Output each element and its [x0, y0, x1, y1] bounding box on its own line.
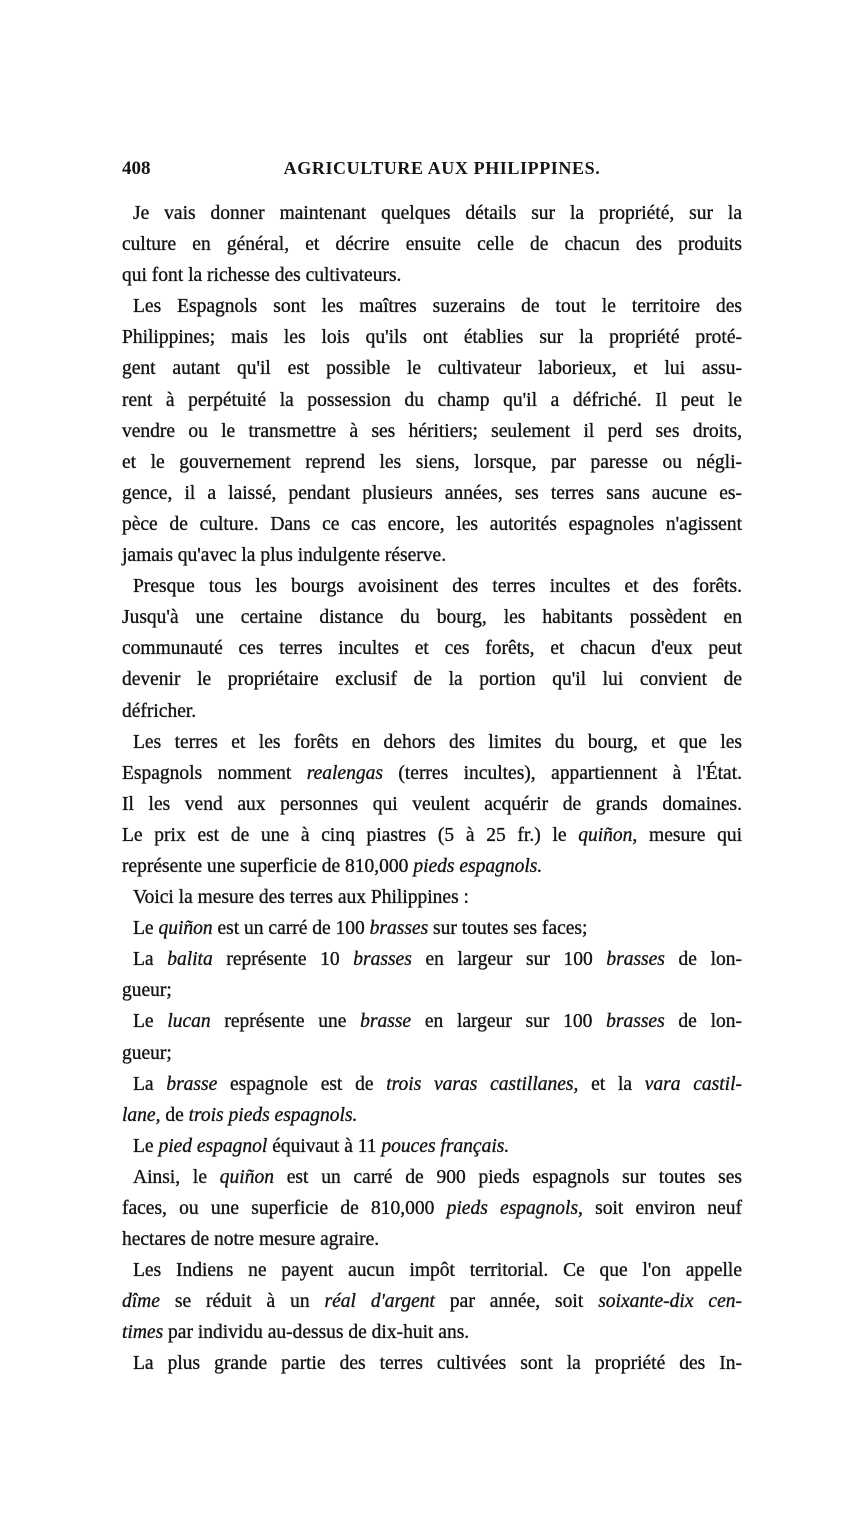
text-run: Ainsi, le [133, 1166, 220, 1188]
text-run: mesure qui [637, 824, 743, 846]
text-line [122, 758, 742, 789]
text-line [122, 1255, 742, 1286]
page-body-text [122, 198, 742, 1380]
text-run: et la [578, 1073, 645, 1095]
text-run: est un carré de 900 pieds espagnols sur toutes ses [273, 1166, 742, 1188]
text-run: communauté ces terres incultes et ces forêts, et chacun d'eux peut [122, 638, 742, 660]
text-run: est un carré de 100 [212, 918, 370, 940]
text-run: hectares de notre mesure agraire. [122, 1229, 380, 1251]
page-number: 408 [122, 158, 151, 179]
text-line [122, 1006, 742, 1037]
italic-text: lucan [167, 1011, 211, 1033]
text-run: qui font la richesse des cultivateurs. [122, 265, 402, 287]
text-run: La [133, 1073, 167, 1095]
italic-text: lane, [122, 1104, 161, 1126]
text-run: Le prix est de une à cinq piastres (5 à 25 fr.) le [122, 824, 579, 846]
text-line [122, 1193, 742, 1224]
text-run: se réduit à un [159, 1291, 325, 1313]
text-line [122, 509, 742, 540]
text-run: de lon- [664, 1011, 742, 1033]
italic-text: times [122, 1322, 164, 1344]
text-run: Jusqu'à une certaine distance du bourg, les habitants possèdent en [122, 607, 742, 629]
text-run: gent autant qu'il est possible le cultivateur laborieux, et lui assu- [122, 358, 742, 380]
text-line [122, 1038, 742, 1069]
text-line [122, 447, 742, 478]
text-run: sur toutes ses faces; [428, 918, 588, 940]
running-header [122, 158, 742, 184]
text-line [122, 820, 742, 851]
text-run: pèce de culture. Dans ce cas encore, les autorités espagnoles n'agissent [122, 513, 742, 535]
text-run: gueur; [122, 1042, 172, 1064]
text-run: La plus grande partie des terres cultivées sont la propriété des In- [133, 1353, 742, 1375]
italic-text: pied espagnol [158, 1135, 268, 1157]
text-line [122, 696, 742, 727]
text-run: par année, soit [434, 1291, 599, 1313]
text-line [122, 1317, 742, 1348]
italic-text: soixante-dix cen- [598, 1291, 742, 1313]
text-run: Le [133, 1011, 168, 1033]
text-run: culture en général, et décrire ensuite celle de chacun des produits [122, 234, 742, 256]
text-line [122, 1224, 742, 1255]
italic-text: brasses [606, 1011, 665, 1033]
italic-text: realengas [306, 762, 383, 784]
text-run: Presque tous les bourgs avoisinent des terres incultes et des forêts. [133, 576, 742, 598]
text-run: représente une superficie de 810,000 [122, 855, 414, 877]
italic-text: trois varas castillanes, [386, 1073, 579, 1095]
text-run: Les terres et les forêts en dehors des limites du bourg, et que les [133, 731, 742, 753]
text-run: représente une [210, 1011, 361, 1033]
italic-text: brasses [369, 918, 429, 940]
text-line [122, 229, 742, 260]
text-line [122, 851, 742, 882]
italic-text: quiñon, [578, 824, 638, 846]
italic-text: brasse [166, 1073, 218, 1095]
text-run: Je vais donner maintenant quelques détails sur la propriété, sur la [133, 203, 742, 224]
text-line [122, 416, 742, 447]
text-line [122, 1348, 742, 1379]
text-line [122, 1131, 742, 1162]
italic-text: pouces français. [381, 1135, 510, 1157]
text-run: Voici la mesure des terres aux Philippines : [133, 887, 469, 909]
text-line [122, 353, 742, 384]
italic-text: dîme [122, 1291, 160, 1313]
text-line [122, 602, 742, 633]
text-line [122, 1286, 742, 1317]
text-line [122, 975, 742, 1006]
italic-text: vara castil- [644, 1073, 742, 1095]
text-run: Espagnols nomment [122, 762, 307, 784]
text-run: jamais qu'avec la plus indulgente réserve. [122, 545, 447, 567]
text-run: gence, il a laissé, pendant plusieurs années, ses terres sans aucune es- [122, 482, 742, 504]
text-run: Les Indiens ne payent aucun impôt territorial. Ce que l'on appelle [133, 1260, 742, 1282]
text-run: Il les vend aux personnes qui veulent acquérir de grands domaines. [122, 793, 742, 815]
text-run: par individu au-dessus de dix-huit ans. [163, 1322, 470, 1344]
text-run: soit environ neuf [582, 1198, 743, 1219]
text-run: Les Espagnols sont les maîtres suzerains de tout le territoire des [133, 296, 742, 318]
text-run: représente 10 [212, 949, 354, 971]
italic-text: trois pieds espagnols. [188, 1104, 358, 1126]
italic-text: réal d'argent [324, 1291, 435, 1313]
italic-text: quiñon [158, 918, 213, 940]
text-line [122, 1069, 742, 1100]
text-run: Philippines; mais les lois qu'ils ont établies sur la propriété proté- [122, 327, 742, 349]
text-run: en largeur sur 100 [411, 1011, 607, 1033]
text-run: de lon- [664, 949, 742, 971]
italic-text: quiñon [219, 1166, 274, 1188]
text-run: gueur; [122, 980, 172, 1002]
text-run: faces, ou une superficie de 810,000 [122, 1198, 447, 1219]
text-line [122, 664, 742, 695]
text-line [122, 478, 742, 509]
text-line [122, 385, 742, 416]
text-line [122, 789, 742, 820]
text-run: devenir le propriétaire exclusif de la portion qu'il lui convient de [122, 669, 742, 691]
italic-text: pieds espagnols. [413, 855, 543, 877]
text-line [122, 944, 742, 975]
text-run: Le [133, 1135, 159, 1157]
text-line [122, 571, 742, 602]
text-line [122, 913, 742, 944]
text-run: La [133, 949, 168, 971]
text-line [122, 291, 742, 322]
text-line [122, 727, 742, 758]
text-run: équivaut à 11 [267, 1135, 382, 1157]
italic-text: pieds espagnols, [446, 1198, 583, 1219]
text-line [122, 322, 742, 353]
running-title: AGRICULTURE AUX PHILIPPINES. [283, 158, 601, 178]
text-run: vendre ou le transmettre à ses héritiers; seulement il perd ses droits, [122, 420, 742, 442]
text-run: et le gouvernement reprend les siens, lorsque, par paresse ou négli- [122, 451, 742, 473]
italic-text: balita [167, 949, 213, 971]
text-line [122, 1162, 742, 1193]
italic-text: brasses [353, 949, 412, 971]
text-run: en largeur sur 100 [411, 949, 607, 971]
text-line [122, 540, 742, 571]
italic-text: brasse [360, 1011, 412, 1033]
text-line [122, 198, 742, 229]
text-line [122, 260, 742, 291]
text-line [122, 882, 742, 913]
text-line [122, 1100, 742, 1131]
text-run: espagnole est de [217, 1073, 387, 1095]
text-run: défricher. [122, 700, 197, 722]
text-run: rent à perpétuité la possession du champ qu'il a défriché. Il peut le [122, 389, 742, 411]
italic-text: brasses [606, 949, 665, 971]
text-line [122, 633, 742, 664]
text-run: de [160, 1104, 189, 1126]
text-run: Le [133, 918, 159, 940]
text-run: (terres incultes), appartiennent à l'État. [382, 762, 742, 784]
